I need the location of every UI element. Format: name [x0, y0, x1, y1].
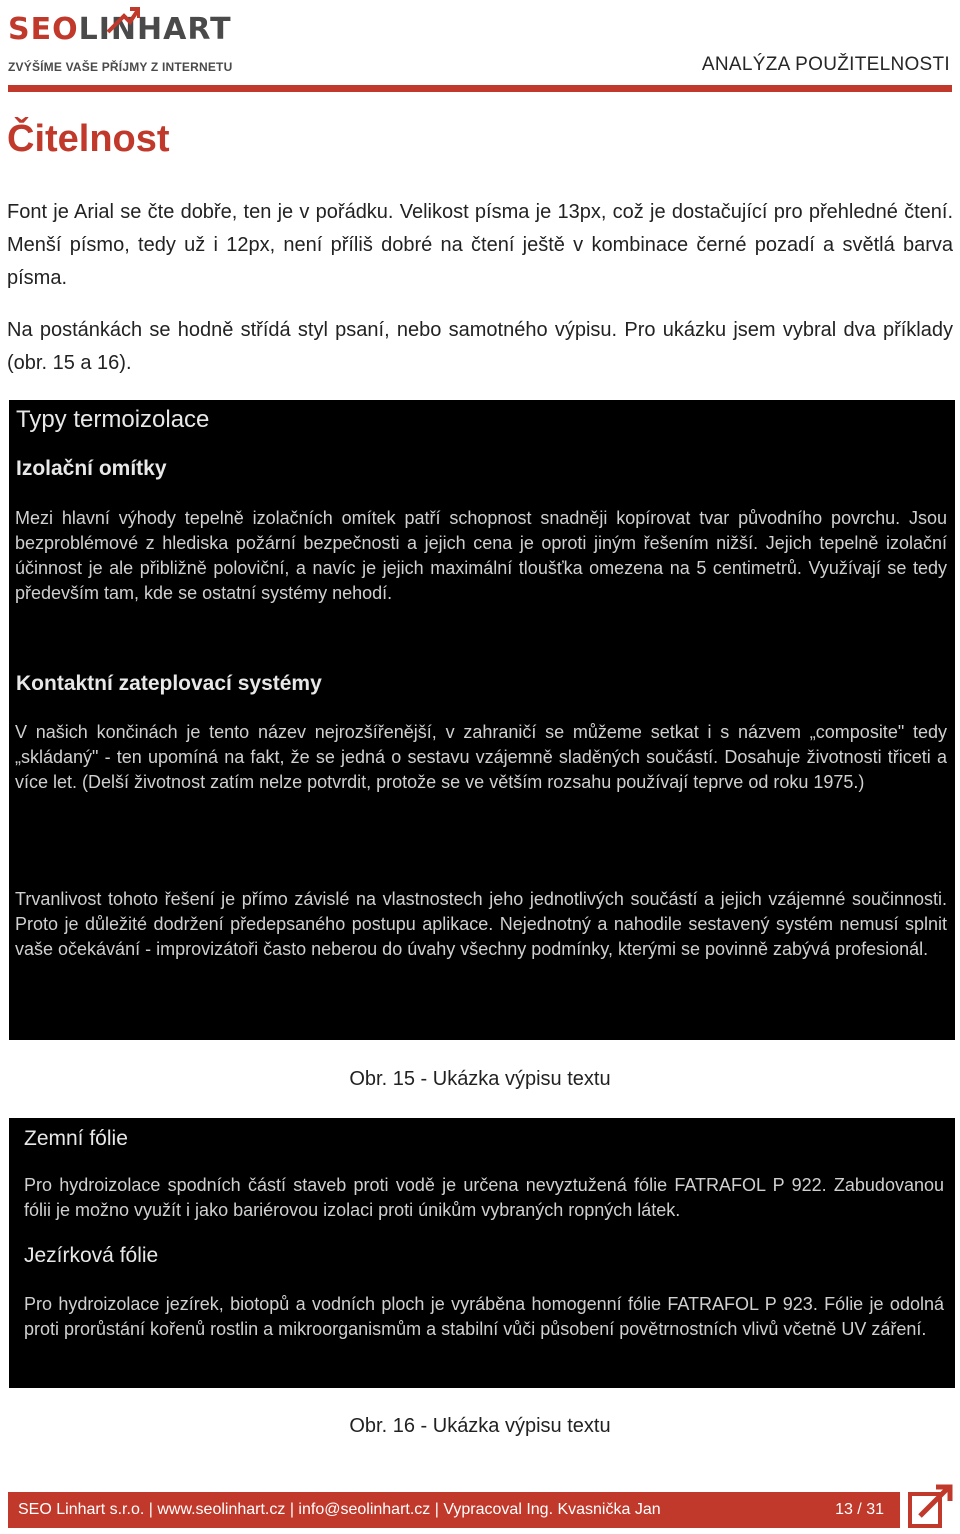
figure-text-2: Pro hydroizolace jezírek, biotopů a vodních ploch je vyráběna homogenní fólie FATRAFOL P 923. Fólie je odolná proti prorůstání kořenů rostlin a mikroorganismům a stabilní vůči působení povětrnostních vlivů včetně UV záření.	[24, 1294, 944, 1339]
figure-text-1: Pro hydroizolace spodních částí staveb proti vodě je určena nevyztužená fólie FATRAFOL P 922. Zabudovanou fólii je možno využít i jako bariérovou izolaci proti únikům vybraných ropných látek.	[24, 1175, 944, 1220]
figure-text-1: Mezi hlavní výhody tepelně izolačních omítek patří schopnost snadněji kopírovat tvar původního povrchu. Jsou bezproblémové z hlediska požární bezpečnosti a jejich cena je oproti jiným řešením nižší. Jejich tepelně izolační účinnost je ale přibližně poloviční, a navíc je jejich maximální tloušťka omezena na 5 centimetrů. Využívají se tedy především tam, kde se ostatní systémy nehodí.	[15, 508, 947, 603]
page-heading: Čitelnost	[7, 118, 170, 160]
page-number: 13 / 31	[835, 1501, 884, 1518]
figure-16-screenshot	[9, 1118, 955, 1388]
header-divider	[8, 85, 952, 92]
figure-15-caption: Obr. 15 - Ukázka výpisu textu	[349, 1068, 611, 1090]
figure-subtitle-1: Izolační omítky	[16, 457, 167, 480]
figure-title: Typy termoizolace	[16, 406, 210, 433]
logo-arrow-icon	[104, 6, 140, 36]
figure-15-screenshot	[9, 400, 955, 1040]
body-paragraph-2: Na postánkách se hodně střídá styl psaní, nebo samotného výpisu. Pro ukázku jsem vybral dva příklady (obr. 15 a 16).	[7, 319, 953, 374]
figure-subtitle-2: Kontaktní zateplovací systémy	[16, 672, 322, 695]
figure-text-3: Trvanlivost tohoto řešení je přímo závislé na vlastnostech jeho jednotlivých součástí a jejich vzájemné součinnosti. Proto je důležité dodržení předepsaného postupu aplikace. Nejednotný a nahodile sestavený systém nemusí splnit vaše očekávání - improvizátoři často neberou do úvahy všechny podmínky, kterými se povinně zabývá profesionál.	[15, 889, 947, 959]
logo-slogan: ZVÝŠÍME VAŠE PŘÍJMY Z INTERNETU	[8, 60, 233, 74]
figure-subtitle-1: Zemní fólie	[24, 1127, 128, 1150]
body-paragraph-1: Font je Arial se čte dobře, ten je v pořádku. Velikost písma je 13px, což je dostačující pro přehledné čtení. Menší písmo, tedy už i 12px, není příliš dobré na čtení ještě v kombinace černé pozadí a světlá barva písma.	[7, 201, 953, 289]
figure-16-caption: Obr. 16 - Ukázka výpisu textu	[349, 1415, 611, 1437]
footer-contact: SEO Linhart s.r.o. | www.seolinhart.cz | info@seolinhart.cz | Vypracoval Ing. Kvasnička Jan	[18, 1501, 661, 1518]
logo-brand: LINHART	[78, 12, 232, 47]
logo-seo: SEO	[8, 12, 79, 47]
footer-bar	[8, 1492, 900, 1528]
company-logo	[8, 8, 278, 78]
figure-subtitle-2: Jezírková fólie	[24, 1244, 159, 1267]
section-title: ANALÝZA POUŽITELNOSTI	[701, 54, 950, 75]
figure-text-2: V našich končinách je tento název nejrozšířenější, v zahraničí se můžeme setkat i s názvem „composite" tedy „skládaný" - ten upomíná na fakt, že se jedná o sestavu vzájemně sladěných součástí. Dosahuje životnosti třiceti a více let. (Delší životnost zatím nelze potvrdit, protože se ve větším rozsahu používají teprve od roku 1975.)	[15, 722, 947, 792]
footer-arrow-icon	[906, 1482, 954, 1530]
